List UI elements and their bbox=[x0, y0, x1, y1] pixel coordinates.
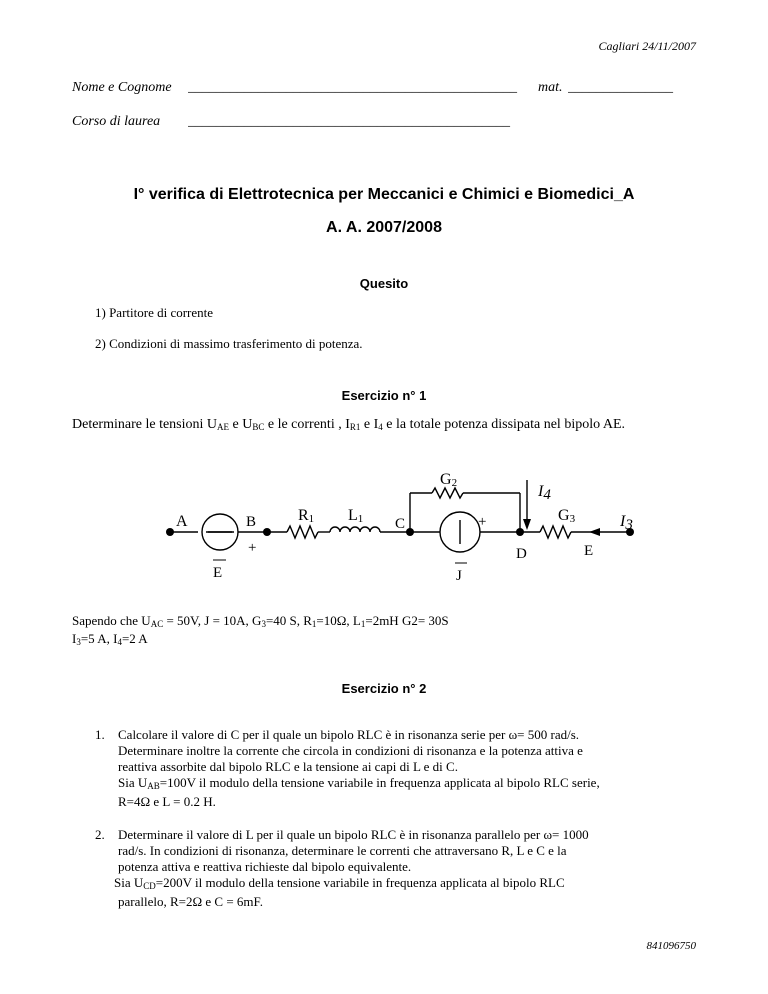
esercizio2-item2-num: 2. bbox=[95, 827, 105, 842]
esercizio1-data-line2: $I_3=5$ A, $I_4=2$ A bbox=[72, 631, 148, 647]
quesito-item-1: 1) Partitore di corrente bbox=[95, 305, 214, 320]
name-label: Nome e Cognome bbox=[72, 80, 172, 95]
esercizio1-text: Determinare le tensioni $U_{AE}$ e $U_{BC}$ e le correnti , $I_{R1}$ e $I_4$ e la totale potenza dissipata nel bipolo AE. bbox=[72, 417, 625, 432]
node-D-dot bbox=[516, 528, 524, 536]
course-label: Corso di laurea bbox=[72, 114, 161, 129]
esercizio2-item1-num: 1. bbox=[95, 727, 105, 742]
mat-label: mat. bbox=[538, 80, 563, 95]
node-A-dot bbox=[166, 528, 174, 536]
label-node-C: C bbox=[395, 516, 406, 532]
circuit-diagram bbox=[0, 460, 768, 590]
label-G3: G3 bbox=[558, 507, 576, 525]
name-line[interactable]: _______________________________________________ bbox=[188, 80, 517, 95]
esercizio2-item2: Determinare il valore di L per il quale un bipolo RLC è in risonanza parallelo per ω= 1000 rad/s. In condizioni di risonanza, determinare le correnti che attraversano R, L e C e la potenza attiva e reattiva richieste dal bipolo equivalente. Sia $U_{CD}=200V$ il modulo della tensione variabile in frequenza applicata al bipolo RLC parallelo, R=2Ω e C = 6mF. bbox=[114, 827, 589, 909]
label-J: J bbox=[456, 568, 462, 584]
label-node-D: D bbox=[516, 546, 527, 562]
resistor-G2 bbox=[432, 488, 463, 498]
label-R1: R1 bbox=[298, 507, 315, 525]
academic-year: A. A. 2007/2008 bbox=[326, 219, 442, 236]
quesito-heading: Quesito bbox=[359, 276, 409, 291]
footer-code: 841096750 bbox=[646, 940, 696, 952]
course-line[interactable]: ______________________________________________ bbox=[188, 114, 510, 129]
label-node-B: B bbox=[246, 514, 257, 530]
node-B-dot bbox=[263, 528, 271, 536]
esercizio1-heading: Esercizio n° 1 bbox=[341, 388, 427, 403]
resistor-R1 bbox=[287, 526, 318, 538]
esercizio2-item1: Calcolare il valore di C per il quale un bipolo RLC è in risonanza serie per ω= 500 rad/s. Determinare inoltre la corrente che circola in condizioni di risonanza e la potenza attiva e reattiva assorbite dal bipolo RLC e la tensione ai capi di L e di C. Sia $U_{AB}=100V$ il modulo della tensione variabile in frequenza applicata al bipolo RLC serie, R=4Ω e L = 0.2 H. bbox=[118, 727, 600, 809]
label-I3: I3 bbox=[620, 513, 633, 533]
resistor-G3 bbox=[540, 526, 571, 538]
label-plus-E: + bbox=[248, 540, 257, 556]
esercizio2-heading: Esercizio n° 2 bbox=[341, 681, 427, 696]
quesito-item-2: 2) Condizioni di massimo trasferimento di potenza. bbox=[95, 336, 363, 351]
label-plus-J: + bbox=[478, 514, 487, 530]
label-L1: L1 bbox=[348, 507, 364, 525]
label-G2: G2 bbox=[440, 471, 458, 489]
page-title: I° verifica di Elettrotecnica per Meccanici e Chimici e Biomedici_A bbox=[133, 186, 635, 203]
esercizio1-data-line1: Sapendo che $U_{AC} = 50V$, J = 10A, $G_3=40$ S, $R_1=10\Omega$, $L_1=2mH$ G2= 30S bbox=[72, 613, 449, 629]
label-E: E bbox=[213, 565, 223, 581]
label-node-A: A bbox=[176, 513, 188, 530]
label-I4: I4 bbox=[538, 483, 551, 503]
inductor-L1 bbox=[330, 527, 380, 532]
place-date: Cagliari 24/11/2007 bbox=[598, 39, 696, 53]
label-node-E: E bbox=[584, 543, 594, 559]
mat-line[interactable]: _______________ bbox=[568, 80, 673, 95]
node-C-dot bbox=[406, 528, 414, 536]
